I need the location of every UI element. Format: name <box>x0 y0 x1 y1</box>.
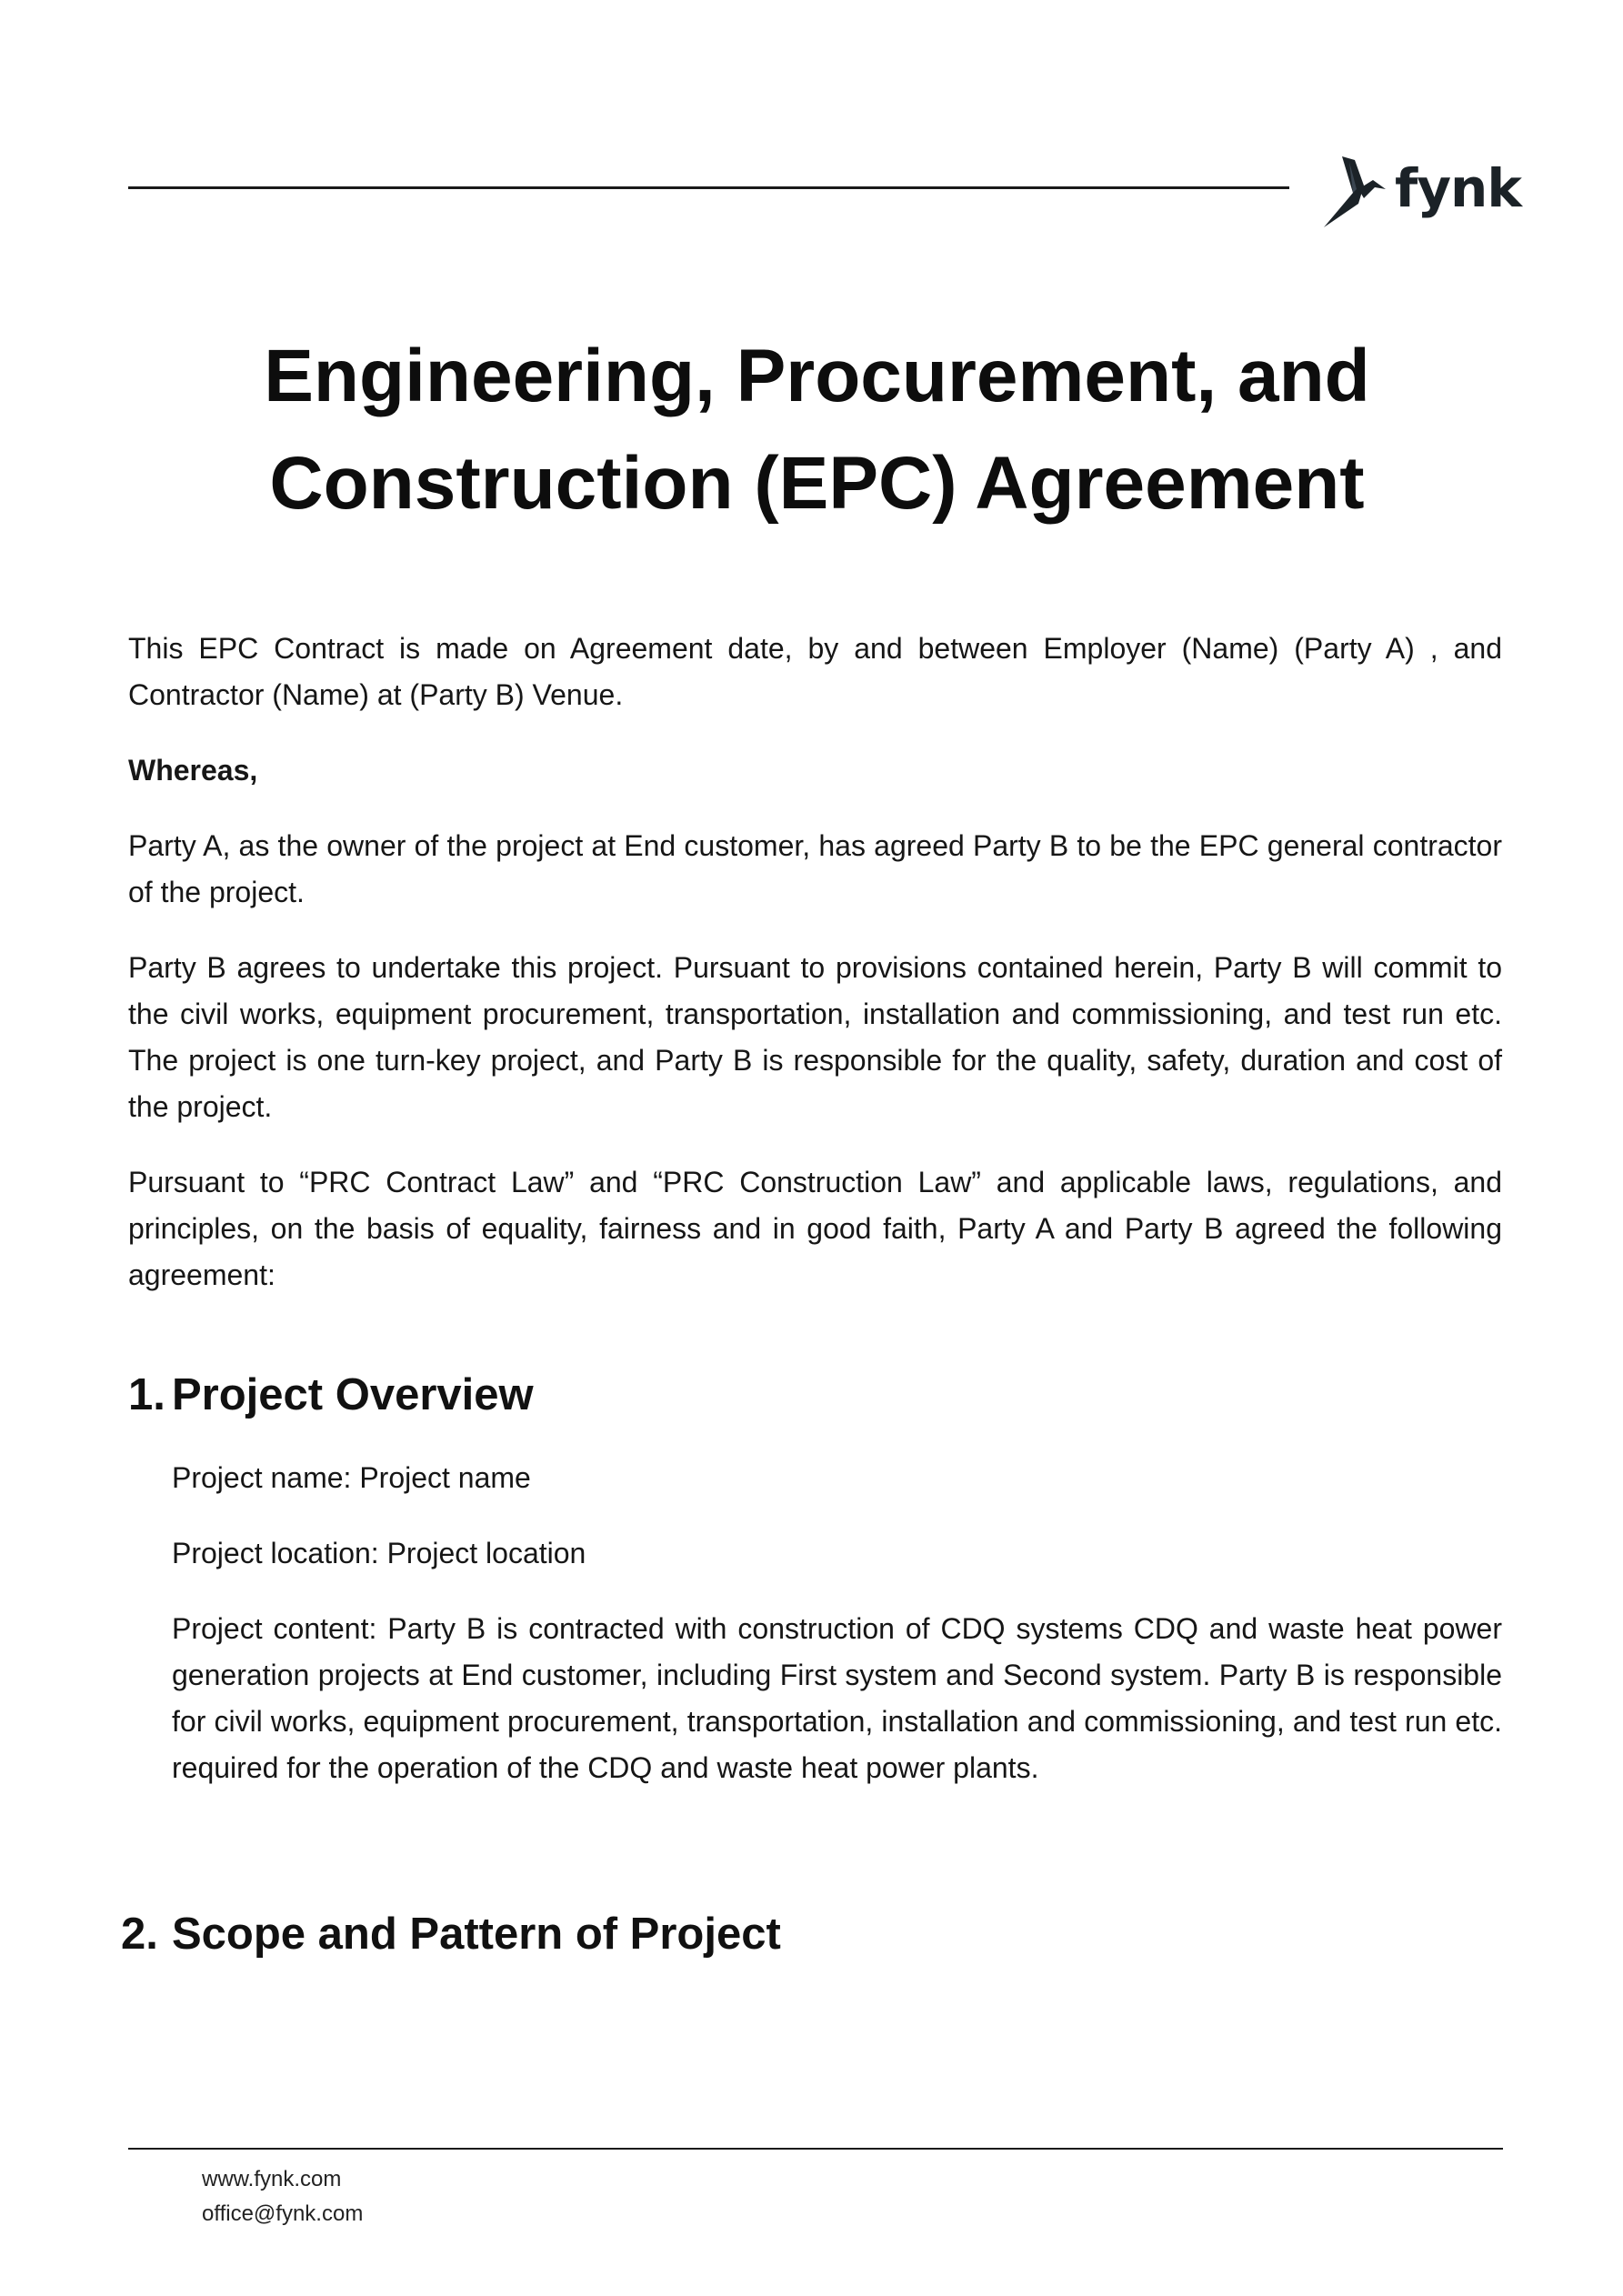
recital-paragraph-3: Pursuant to “PRC Contract Law” and “PRC Construction Law” and applicable laws, regulations, and principles, on the basis of equality, fairness and in good faith, Party A and Party B agreed the following agreement: <box>128 1166 1502 1291</box>
section-2-title: Scope and Pattern of Project <box>172 1910 781 1959</box>
recital-paragraph-2: Party B agrees to undertake this project. Pursuant to provisions contained herein, Party B will commit to the civil works, equipment procurement, transportation, installation and commissioning, and test run etc. The project is one turn-key project, and Party B is responsible for the quality, safety, duration and cost of the project. <box>128 951 1502 1123</box>
project-content-item: Project content: Party B is contracted with construction of CDQ systems CDQ and waste heat power generation projects at End customer, including First system and Second system. Party B is responsible for civil works, equipment procurement, transportation, installation and commissioning, and test run etc. required for the operation of the CDQ and waste heat power plants. <box>172 1612 1502 1784</box>
section-1-title: Project Overview <box>172 1370 534 1419</box>
logo-wordmark: fynk <box>1395 157 1521 219</box>
fynk-logo <box>1322 153 1521 229</box>
section-2-number: 2. <box>121 1910 158 1959</box>
title-line-1: Engineering, Procurement, and <box>264 335 1370 417</box>
section-2-heading <box>121 1907 781 1961</box>
header-divider <box>128 186 1289 189</box>
bird-icon <box>1322 153 1388 229</box>
document-title <box>128 323 1506 537</box>
intro-paragraph: This EPC Contract is made on Agreement date, by and between Employer (Name) (Party A) , and Contractor (Name) at (Party B) Venue. <box>128 632 1502 711</box>
footer <box>202 2162 363 2231</box>
project-name-item: Project name: Project name <box>172 1461 531 1494</box>
section-1-heading <box>128 1368 534 1422</box>
section-1-number: 1. <box>128 1370 165 1419</box>
project-location-item: Project location: Project location <box>172 1537 586 1569</box>
title-line-2: Construction (EPC) Agreement <box>269 442 1365 525</box>
section-1-content <box>172 1455 1502 1820</box>
whereas-label: Whereas, <box>128 754 258 787</box>
intro-section <box>128 626 1502 1328</box>
footer-divider <box>128 2148 1503 2150</box>
footer-website: www.fynk.com <box>202 2167 342 2191</box>
footer-email: office@fynk.com <box>202 2201 364 2226</box>
recital-paragraph-1: Party A, as the owner of the project at End customer, has agreed Party B to be the EPC general contractor of the project. <box>128 829 1502 908</box>
